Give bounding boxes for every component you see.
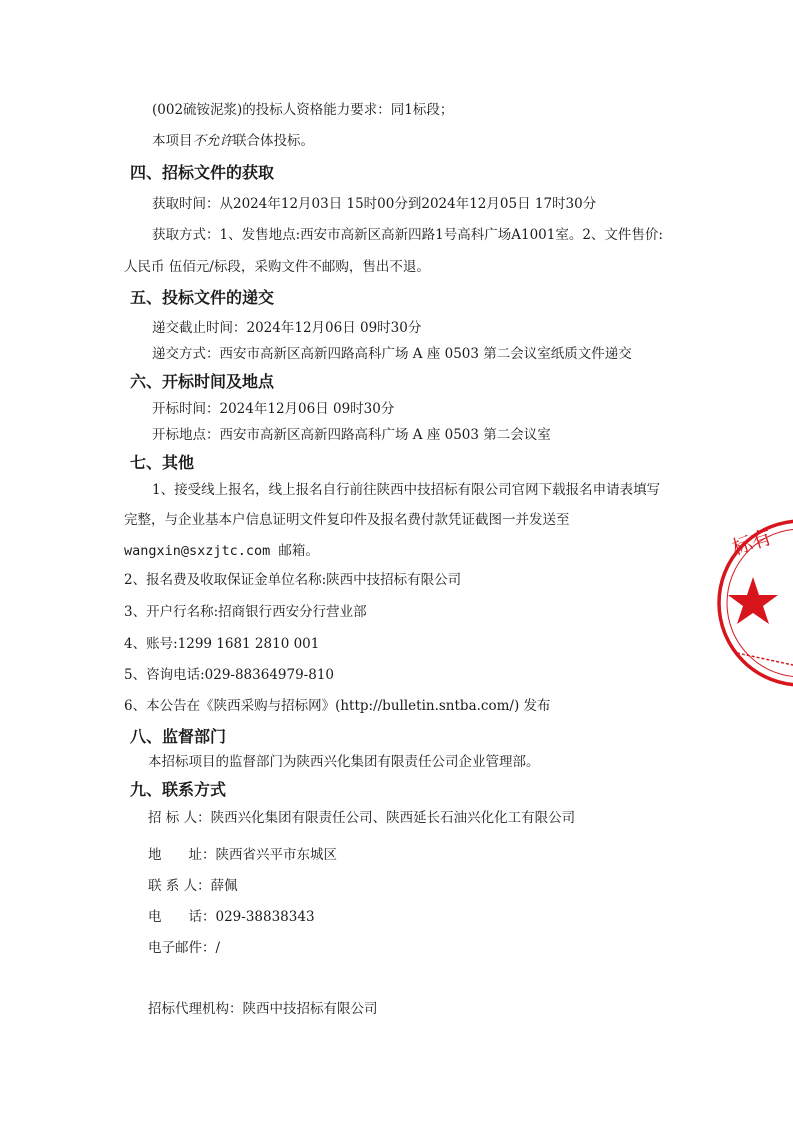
other-item-2: 2、报名费及收取保证金单位名称:陕西中技招标有限公司 bbox=[124, 572, 462, 588]
contact-value: / bbox=[215, 940, 221, 956]
section-5-title: 五、投标文件的递交 bbox=[130, 288, 275, 307]
submit-deadline: 递交截止时间：2024年12月06日 09时30分 bbox=[152, 320, 422, 336]
contact-label: 招 标 人： bbox=[148, 810, 211, 826]
contact-row bbox=[148, 808, 575, 828]
contact-value: 陕西省兴平市东城区 bbox=[215, 847, 337, 863]
opening-time: 开标时间：2024年12月06日 09时30分 bbox=[152, 401, 395, 417]
consortium-note-b: 不允许 bbox=[192, 133, 233, 149]
contact-label: 地 址： bbox=[148, 847, 216, 863]
svg-text:标有: 标有 bbox=[729, 524, 775, 560]
opening-place: 开标地点：西安市高新区高新四路高科广场 A 座 0503 第二会议室 bbox=[152, 427, 551, 443]
other-item-4: 4、账号:1299 1681 2810 001 bbox=[124, 636, 320, 652]
section-4-title: 四、招标文件的获取 bbox=[130, 163, 275, 182]
other-item-1-line1: 1、接受线上报名，线上报名自行前往陕西中技招标有限公司官网下载报名申请表填写 bbox=[152, 482, 661, 498]
contact-value: 陕西兴化集团有限责任公司、陕西延长石油兴化化工有限公司 bbox=[210, 810, 576, 826]
tender-agent: 招标代理机构：陕西中技招标有限公司 bbox=[148, 1001, 378, 1017]
other-item-1-line2: 完整，与企业基本户信息证明文件复印件及报名费付款凭证截图一并发送至 bbox=[124, 512, 570, 528]
contact-row bbox=[148, 938, 220, 958]
company-seal-icon bbox=[715, 515, 793, 690]
contact-row bbox=[148, 876, 238, 896]
section-6-title: 六、开标时间及地点 bbox=[130, 372, 275, 391]
contact-value: 薛佩 bbox=[210, 878, 238, 894]
section-9-title: 九、联系方式 bbox=[130, 780, 227, 799]
submit-method: 递交方式：西安市高新区高新四路高科广场 A 座 0503 第二会议室纸质文件递交 bbox=[152, 346, 632, 362]
contact-value: 029-38838343 bbox=[215, 909, 315, 925]
consortium-note-a: 本项目 bbox=[152, 133, 193, 149]
acquire-method-line1: 获取方式：1、发售地点:西安市高新区高新四路1号高科广场A1001室。2、文件售价: bbox=[152, 227, 663, 243]
acquire-time: 获取时间：从2024年12月03日 15时00分到2024年12月05日 17时30分 bbox=[152, 196, 597, 212]
qualification-note: (002硫铵泥浆)的投标人资格能力要求：同1标段； bbox=[152, 102, 454, 118]
section-7-title: 七、其他 bbox=[130, 453, 195, 472]
contact-row bbox=[148, 907, 315, 927]
other-item-3: 3、开户行名称:招商银行西安分行营业部 bbox=[124, 604, 367, 620]
contact-row bbox=[148, 845, 337, 865]
acquire-method-line2: 人民币 伍佰元/标段，采购文件不邮购，售出不退。 bbox=[124, 259, 430, 275]
contact-label: 电子邮件： bbox=[148, 940, 216, 956]
contact-label: 电 话： bbox=[148, 909, 216, 925]
other-item-1-email[interactable]: wangxin@sxzjtc.com 邮箱。 bbox=[124, 543, 319, 559]
consortium-note-c: 联合体投标。 bbox=[233, 133, 314, 149]
consortium-note bbox=[152, 131, 314, 151]
other-item-5: 5、咨询电话:029-88364979-810 bbox=[124, 667, 335, 683]
section-8-title: 八、监督部门 bbox=[130, 727, 227, 746]
supervision-text: 本招标项目的监督部门为陕西兴化集团有限责任公司企业管理部。 bbox=[148, 754, 540, 770]
contact-label: 联 系 人： bbox=[148, 878, 211, 894]
other-item-6[interactable]: 6、本公告在《陕西采购与招标网》(http://bulletin.sntba.com/) 发布 bbox=[124, 698, 551, 714]
